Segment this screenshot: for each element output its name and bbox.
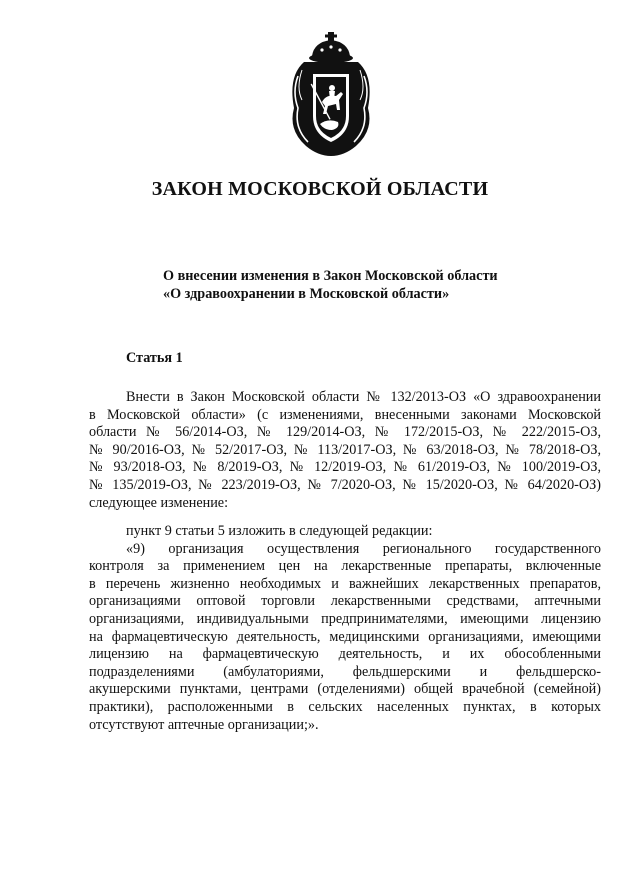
text-line: на фармацевтическую деятельность, медицинскими организациями, имеющими (89, 628, 601, 645)
amendment-paragraph (89, 523, 601, 734)
text-line: Внести в Закон Московской области № 132/2013-ОЗ «О здравоохранении (126, 389, 601, 405)
text-line: № 93/2018-ОЗ, № 8/2019-ОЗ, № 12/2019-ОЗ, № 61/2019-ОЗ, № 100/2019-ОЗ, (89, 459, 601, 476)
text-line: № 135/2019-ОЗ, № 223/2019-ОЗ, № 7/2020-ОЗ, № 15/2020-ОЗ, № 64/2020-ОЗ) (89, 476, 601, 493)
text-line: лицензию на фармацевтическую деятельность, и их обособленными (89, 646, 601, 663)
document-title: ЗАКОН МОСКОВСКОЙ ОБЛАСТИ (151, 178, 489, 200)
coat-of-arms-icon (282, 30, 380, 158)
text-line: пункт 9 статьи 5 изложить в следующей редакции: (126, 523, 433, 539)
law-subtitle (163, 267, 498, 303)
text-line: отсутствуют аптечные организации;». (89, 716, 319, 733)
text-line: организациями, индивидуальными предпринимателями, имеющими лицензию (89, 610, 601, 627)
text-line: организациями оптовой торговли лекарственными средствами, аптечными (89, 593, 601, 610)
text-line: следующее изменение: (89, 494, 229, 511)
text-line: практики), расположенными в сельских населенных пунктах, в которых (89, 698, 601, 715)
text-line: в перечень жизненно необходимых и важнейших лекарственных препаратов, (89, 575, 601, 592)
text-line: № 90/2016-ОЗ, № 52/2017-ОЗ, № 113/2017-ОЗ, № 63/2018-ОЗ, № 78/2018-ОЗ, (89, 441, 601, 458)
article-intro-paragraph (89, 389, 601, 512)
text-line: в Московской области» (с изменениями, внесенными законами Московской (89, 406, 601, 423)
text-line: подразделениями (амбулаториями, фельдшерскими и фельдшерско- (89, 663, 601, 680)
text-line: области № 56/2014-ОЗ, № 129/2014-ОЗ, № 172/2015-ОЗ, № 222/2015-ОЗ, (89, 424, 601, 441)
text-line: контроля за применением цен на лекарственные препараты, включенные (89, 558, 601, 575)
article-heading: Статья 1 (126, 350, 183, 366)
subtitle-line: «О здравоохранении в Московской области» (163, 286, 450, 302)
text-line: акушерскими пунктами, центрами (отделениями) общей врачебной (семейной) (89, 681, 601, 698)
subtitle-line: О внесении изменения в Закон Московской области (163, 268, 498, 284)
text-line: «9) организация осуществления регионального государственного (126, 540, 601, 557)
